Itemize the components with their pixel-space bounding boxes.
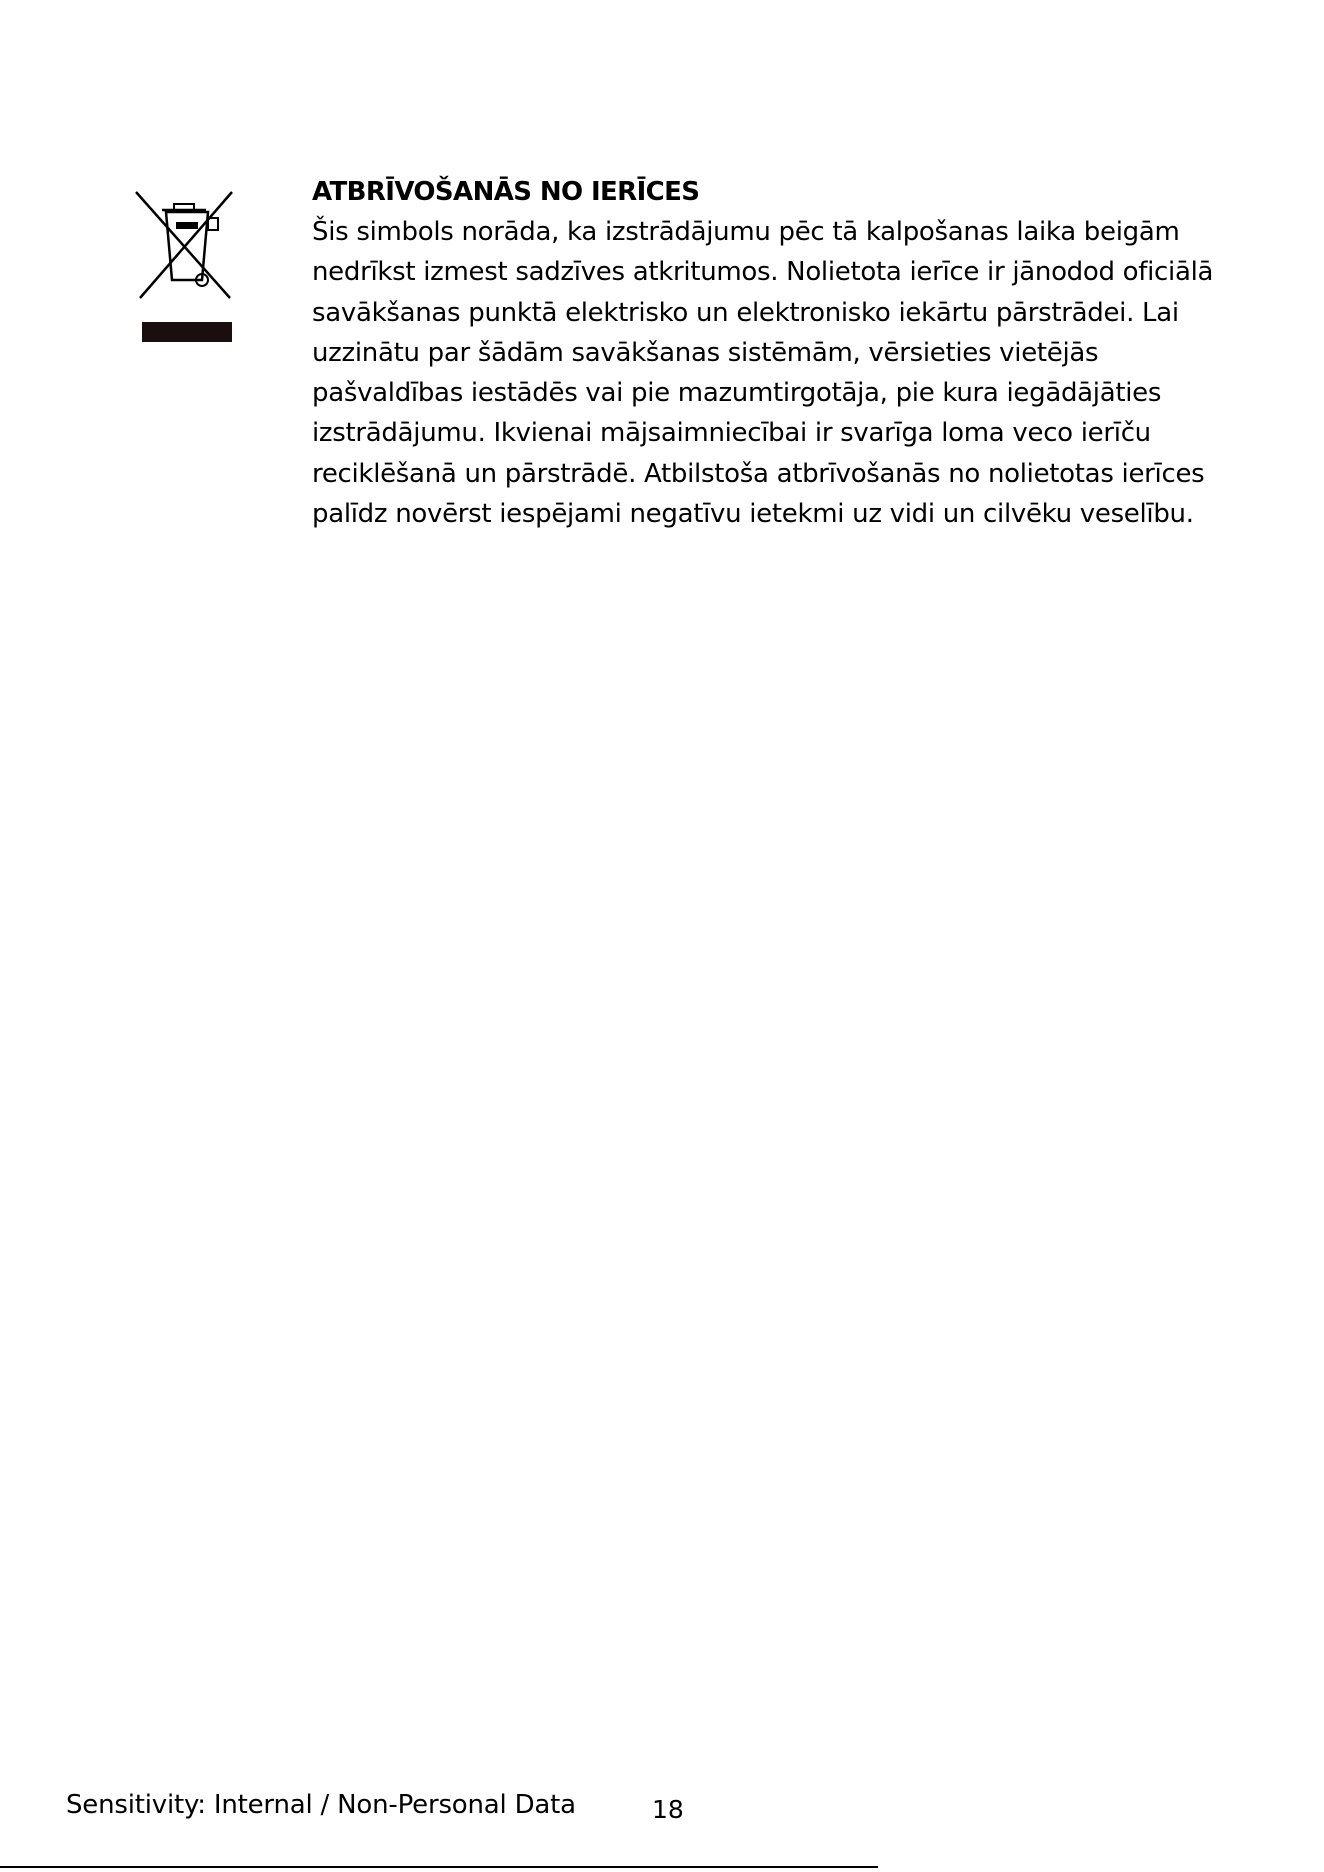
disposal-section	[312, 172, 1242, 534]
weee-crossed-bin-icon	[132, 188, 242, 348]
page-number: 18	[652, 1795, 684, 1824]
bottom-rule	[0, 1866, 878, 1868]
section-body-text: Šis simbols norāda, ka izstrādājumu pēc tā kalpošanas laika beigām nedrīkst izmest sadzīves atkritumos. Nolietota ierīce ir jānodod oficiālā savākšanas punktā elektrisko un elektronisko iekārtu pārstrādei. Lai uzzinātu par šādām savākšanas sistēmām, vērsieties vietējās pašvaldības iestādēs vai pie mazumtirgotāja, pie kura iegādājāties izstrādājumu. Ikvienai mājsaimniecībai ir svarīga loma veco ierīču reciklēšanā un pārstrādē. Atbilstoša atbrīvošanās no nolietotas ierīces palīdz novērst iespējami negatīvu ietekmi uz vidi un cilvēku veselību.	[312, 217, 1214, 530]
section-heading: ATBRĪVOŠANĀS NO IERĪCES	[312, 177, 700, 207]
sensitivity-label: Sensitivity: Internal / Non-Personal Data	[66, 1790, 576, 1820]
